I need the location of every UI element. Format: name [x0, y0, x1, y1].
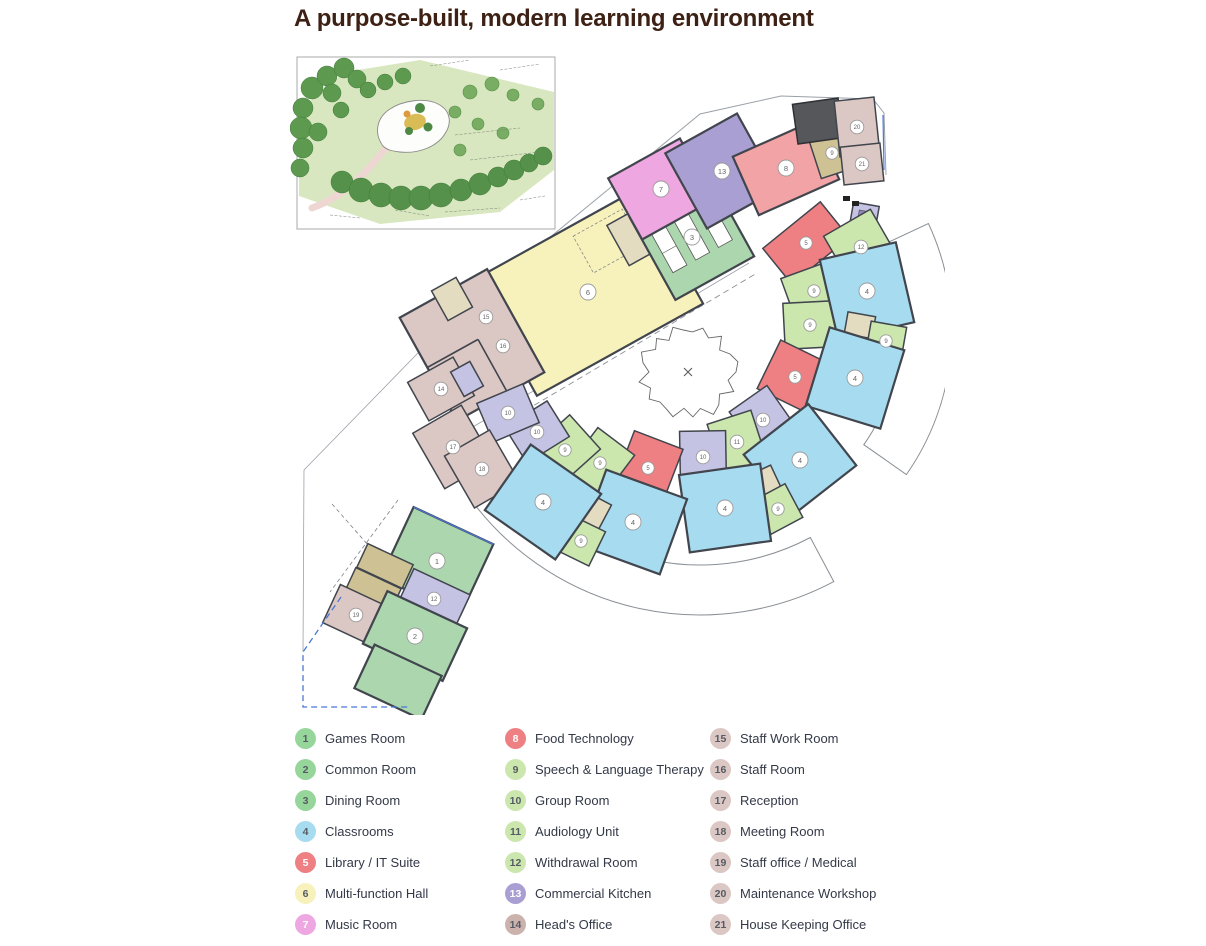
legend-badge: 5	[295, 852, 316, 873]
legend-item-label: Games Room	[325, 731, 406, 746]
legend-item	[710, 847, 876, 878]
legend-badge: 18	[710, 821, 731, 842]
legend-item-label: Withdrawal Room	[535, 855, 638, 870]
legend-badge: 14	[505, 914, 526, 935]
svg-text:10: 10	[504, 411, 512, 418]
svg-text:1: 1	[434, 556, 440, 566]
legend-item	[295, 785, 505, 816]
legend-item-label: Audiology Unit	[535, 824, 619, 839]
legend-item-label: Speech & Language Therapy	[535, 762, 704, 777]
legend-item-label: Staff Room	[740, 762, 805, 777]
svg-text:11: 11	[733, 440, 741, 447]
svg-text:9: 9	[598, 461, 602, 468]
legend-item	[505, 754, 710, 785]
legend-item	[505, 909, 710, 940]
svg-text:3: 3	[689, 232, 695, 242]
svg-text:18: 18	[478, 467, 486, 474]
svg-text:9: 9	[808, 323, 812, 330]
legend-column	[505, 723, 710, 940]
legend-item-label: Reception	[740, 793, 799, 808]
legend-item-label: Library / IT Suite	[325, 855, 421, 870]
legend-badge: 12	[505, 852, 526, 873]
legend-badge: 7	[295, 914, 316, 935]
legend-badge: 19	[710, 852, 731, 873]
legend	[295, 723, 876, 940]
legend-column	[710, 723, 876, 940]
legend-badge: 4	[295, 821, 316, 842]
legend-item-label: Meeting Room	[740, 824, 825, 839]
legend-item-label: Commercial Kitchen	[535, 886, 652, 901]
legend-badge: 17	[710, 790, 731, 811]
legend-badge: 3	[295, 790, 316, 811]
site-sketch-inset	[290, 57, 555, 229]
legend-badge: 9	[505, 759, 526, 780]
svg-text:21: 21	[858, 162, 866, 169]
svg-text:4: 4	[797, 455, 803, 465]
legend-item	[505, 878, 710, 909]
legend-badge: 13	[505, 883, 526, 904]
svg-text:15: 15	[482, 315, 490, 322]
legend-item	[505, 816, 710, 847]
legend-badge: 20	[710, 883, 731, 904]
legend-item	[295, 723, 505, 754]
legend-item	[710, 878, 876, 909]
legend-item	[505, 785, 710, 816]
legend-item	[710, 785, 876, 816]
legend-item-label: Staff Work Room	[740, 731, 839, 746]
legend-item-label: Dining Room	[325, 793, 401, 808]
svg-text:9: 9	[830, 151, 834, 158]
svg-text:4: 4	[722, 503, 728, 513]
svg-text:12: 12	[857, 245, 865, 252]
legend-item-label: Head's Office	[535, 917, 613, 932]
legend-badge: 6	[295, 883, 316, 904]
legend-item-label: Maintenance Workshop	[740, 886, 877, 901]
svg-text:6: 6	[585, 287, 591, 297]
svg-text:4: 4	[852, 373, 858, 383]
svg-text:13: 13	[717, 166, 727, 176]
legend-item	[505, 723, 710, 754]
svg-text:14: 14	[437, 387, 445, 394]
svg-text:10: 10	[759, 418, 767, 425]
svg-text:5: 5	[793, 375, 797, 382]
page-title: A purpose-built, modern learning environment	[294, 5, 814, 32]
svg-text:20: 20	[853, 125, 861, 132]
legend-badge: 15	[710, 728, 731, 749]
svg-text:4: 4	[540, 497, 546, 507]
legend-item	[710, 909, 876, 940]
svg-text:7: 7	[658, 184, 664, 194]
legend-badge: 1	[295, 728, 316, 749]
legend-item-label: Multi-function Hall	[325, 886, 429, 901]
svg-text:19: 19	[352, 613, 360, 620]
svg-text:9: 9	[579, 539, 583, 546]
legend-item-label: Common Room	[325, 762, 417, 777]
legend-badge: 11	[505, 821, 526, 842]
legend-item	[295, 847, 505, 878]
svg-text:9: 9	[776, 507, 780, 514]
svg-text:8: 8	[783, 163, 789, 173]
legend-item	[710, 723, 876, 754]
svg-text:12: 12	[430, 597, 438, 604]
legend-item-label: House Keeping Office	[740, 917, 867, 932]
svg-text:9: 9	[812, 289, 816, 296]
legend-item-label: Food Technology	[535, 731, 634, 746]
legend-badge: 8	[505, 728, 526, 749]
svg-text:4: 4	[864, 286, 870, 296]
svg-text:9: 9	[563, 448, 567, 455]
svg-text:10: 10	[533, 430, 541, 437]
legend-item-label: Group Room	[535, 793, 610, 808]
legend-item-label: Staff office / Medical	[740, 855, 857, 870]
svg-text:10: 10	[699, 455, 707, 462]
legend-item-label: Classrooms	[325, 824, 394, 839]
legend-badge: 21	[710, 914, 731, 935]
legend-item	[295, 754, 505, 785]
floor-plan	[290, 45, 945, 715]
svg-text:17: 17	[449, 445, 457, 452]
legend-item	[505, 847, 710, 878]
legend-item	[295, 878, 505, 909]
legend-item	[295, 909, 505, 940]
legend-item	[710, 754, 876, 785]
svg-text:9: 9	[884, 339, 888, 346]
legend-item	[295, 816, 505, 847]
svg-text:5: 5	[646, 466, 650, 473]
svg-text:4: 4	[630, 517, 636, 527]
svg-text:2: 2	[412, 631, 418, 641]
svg-text:5: 5	[804, 241, 808, 248]
legend-item	[710, 816, 876, 847]
legend-item-label: Music Room	[325, 917, 398, 932]
legend-badge: 16	[710, 759, 731, 780]
svg-text:16: 16	[499, 344, 507, 351]
legend-badge: 2	[295, 759, 316, 780]
legend-column	[295, 723, 505, 940]
legend-badge: 10	[505, 790, 526, 811]
